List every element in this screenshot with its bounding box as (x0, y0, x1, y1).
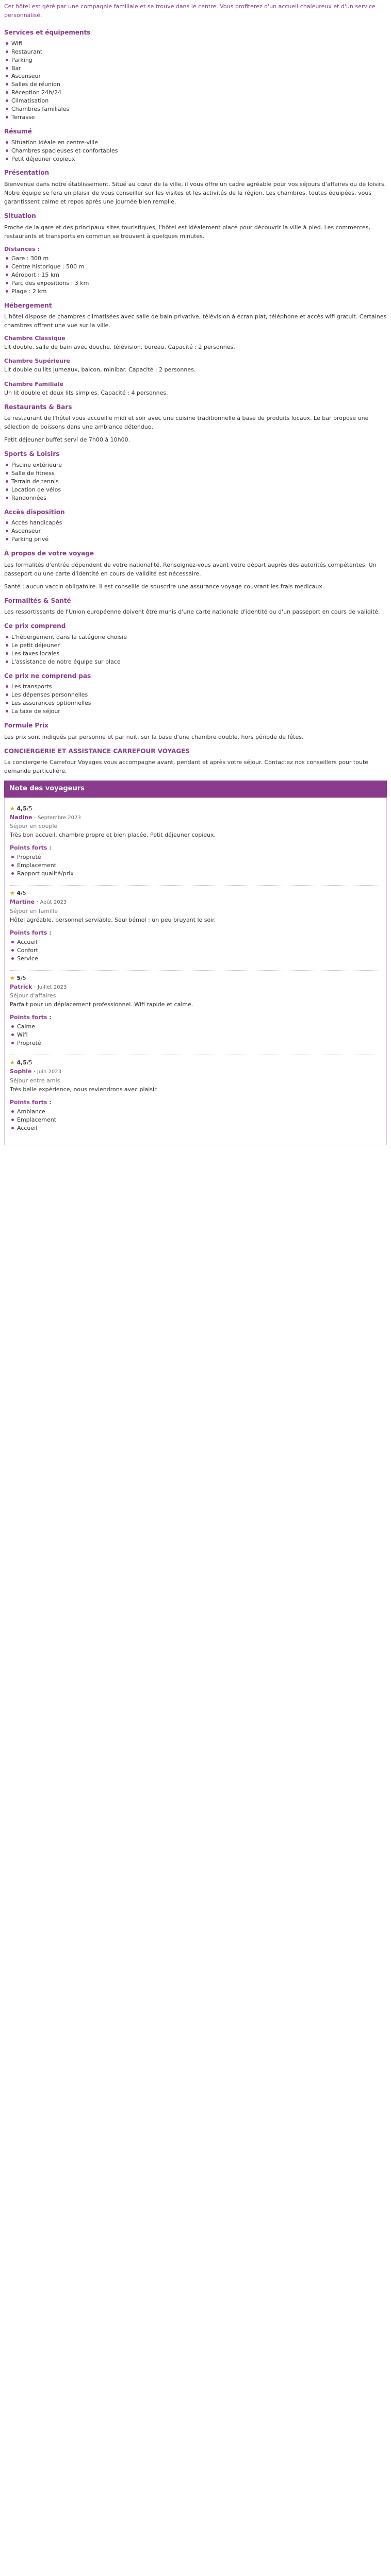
review-criteria-label: Points forts : (10, 929, 52, 936)
resume-list (4, 139, 387, 163)
review-criteria-list (10, 938, 381, 963)
services-item: Parking (4, 56, 387, 64)
review-criteria-list (10, 1108, 381, 1132)
room-desc: Lit double, salle de bain avec douche, télévision, bureau. Capacité : 2 personnes. (4, 344, 235, 351)
hebergement-text: L'hôtel dispose de chambres climatisées avec salle de bain privative, télévision à écran plat, téléphone et accès wifi gratuit. Certaines chambres offrent une vue sur la ville. (4, 313, 387, 329)
sports-item: Terrain de tennis (4, 478, 387, 486)
situation-title: Situation (4, 212, 36, 220)
review-criteria-item: Accueil (10, 938, 381, 946)
restauration-title: Restaurants & Bars (4, 403, 72, 411)
review-score: 4 (17, 890, 21, 897)
prix-comprend-item: L'hébergement dans la catégorie choisie (4, 633, 387, 641)
distance-item: Plage : 2 km (4, 287, 387, 296)
review-criteria-item: Ambiance (10, 1108, 381, 1116)
review-criteria-item: Emplacement (10, 1116, 381, 1124)
room-name: Chambre Familiale (4, 380, 64, 387)
prix-comprend-item: Les taxes locales (4, 650, 387, 658)
review-date: Juillet 2023 (37, 984, 67, 990)
intro-text: Cet hôtel est géré par une compagnie familiale et se trouve dans le centre. Vous profiterez d'un accueil chaleureux et d'un service personnalisé. (4, 3, 376, 19)
apropos-text-2: Santé : aucun vaccin obligatoire. Il est conseillé de souscrire une assurance voyage couvrant les frais médicaux. (4, 583, 324, 590)
sports-list (4, 461, 387, 502)
sports-item: Salle de fitness (4, 469, 387, 478)
presentation-section (0, 168, 391, 206)
apropos-title: À propos de votre voyage (4, 550, 94, 557)
review-item: ★ 4,5/5 Nadine · Septembre 2023 Séjour en couple Très bon accueil, chambre propre et bien placée. Petit déjeuner copieux. Points forts : Propreté Emplacement Rapport qualité/prix (10, 801, 381, 886)
services-item: Wifi (4, 40, 387, 48)
star-icon: ★ (10, 1059, 15, 1066)
prix-comprend-item: L'assistance de notre équipe sur place (4, 658, 387, 666)
acces-item: Parking privé (4, 535, 387, 544)
services-item: Bar (4, 64, 387, 73)
distance-item: Aéroport : 15 km (4, 271, 387, 279)
room-name: Chambre Supérieure (4, 358, 70, 365)
situation-text: Proche de la gare et des principaux sites touristiques, l'hôtel est idéalement placé pour découvrir la ville à pied. Les commerces, restaurants et transports en commun se trouvent à quelques minutes. (4, 224, 370, 240)
conciergerie-section (0, 747, 391, 776)
formule-prix-section (0, 721, 391, 741)
notes-title: Note des voyageurs (4, 781, 387, 797)
prix-comprend-section (0, 621, 391, 666)
distance-item: Centre historique : 500 m (4, 263, 387, 271)
review-text: Hôtel agréable, personnel serviable. Seul bémol : un peu bruyant le soir. (10, 916, 216, 923)
acces-section (0, 507, 391, 544)
review-author: Nadine (10, 814, 32, 821)
room-block (4, 357, 387, 374)
room-desc: Un lit double et deux lits simples. Capacité : 4 personnes. (4, 389, 168, 396)
sports-title: Sports & Loisirs (4, 450, 60, 458)
formalites-title: Formalités & Santé (4, 597, 71, 604)
apropos-text: Les formalités d'entrée dépendent de votre nationalité. Renseignez-vous avant votre départ auprès des autorités compétentes. Un passeport ou une carte d'identité en cours de validité est nécessaire. (4, 561, 377, 577)
hebergement-title: Hébergement (4, 301, 52, 309)
acces-list (4, 519, 387, 544)
services-item: Réception 24h/24 (4, 89, 387, 97)
prix-ne-comprend-section (0, 671, 391, 716)
review-score: 4,5 (17, 805, 27, 812)
resume-item: Situation idéale en centre-ville (4, 139, 387, 147)
review-author: Patrick (10, 983, 32, 990)
review-item: ★ 4,5/5 Sophie · Juin 2023 Séjour entre amis Très belle expérience, nous reviendrons avec plaisir. Points forts : Ambiance Emplacement Accueil (10, 1055, 381, 1140)
formule-prix-text: Les prix sont indiqués par personne et par nuit, sur la base d'une chambre double, hors période de fêtes. (4, 733, 304, 740)
distances-label: Distances : (4, 245, 40, 252)
prix-comprend-title: Ce prix comprend (4, 622, 66, 630)
review-item: ★ 4/5 Martine · Août 2023 Séjour en famille Hôtel agréable, personnel serviable. Seul bémol : un peu bruyant le soir. Points forts : Accueil Confort Service (10, 886, 381, 971)
review-text: Parfait pour un déplacement professionnel. Wifi rapide et calme. (10, 1001, 193, 1008)
review-criteria-item: Wifi (10, 1031, 381, 1039)
prix-ne-comprend-item: Les dépenses personnelles (4, 691, 387, 699)
review-date: Septembre 2023 (38, 815, 81, 821)
acces-title: Accès disposition (4, 508, 65, 516)
services-item: Salles de réunion (4, 80, 387, 89)
review-criteria-item: Propreté (10, 853, 381, 861)
presentation-text: Bienvenue dans notre établissement. Situé au cœur de la ville, il vous offre un cadre agréable pour vos séjours d'affaires ou de loisirs. Notre équipe se fera un plaisir de vous conseiller sur les visites et les activités de la région. Les chambres, toutes équipées, vous garantissent calme et repos après une journée bien remplie. (4, 181, 386, 206)
presentation-title: Présentation (4, 169, 50, 177)
services-title: Services et équipements (4, 29, 91, 37)
distance-item: Parc des expositions : 3 km (4, 279, 387, 287)
star-icon: ★ (10, 890, 15, 897)
review-criteria-item: Accueil (10, 1124, 381, 1132)
review-kind: Séjour d'affaires (10, 992, 56, 999)
review-criteria-list (10, 853, 381, 878)
review-text: Très bon accueil, chambre propre et bien placée. Petit déjeuner copieux. (10, 832, 216, 839)
situation-section (0, 211, 391, 295)
hebergement-section (0, 301, 391, 397)
restauration-section (0, 402, 391, 445)
prix-ne-comprend-item: Les assurances optionnelles (4, 699, 387, 707)
review-criteria-label: Points forts : (10, 844, 52, 852)
review-score: 5 (17, 974, 21, 981)
review-score: 4,5 (17, 1059, 27, 1066)
formule-prix-title: Formule Prix (4, 722, 48, 730)
room-block (4, 334, 387, 351)
review-criteria-item: Emplacement (10, 861, 381, 870)
review-date: Août 2023 (40, 900, 67, 906)
services-item: Ascenseur (4, 72, 387, 80)
services-item: Climatisation (4, 97, 387, 105)
review-criteria-list (10, 1023, 381, 1047)
restauration-text: Le restaurant de l'hôtel vous accueille midi et soir avec une cuisine traditionnelle à base de produits locaux. Le bar propose une sélection de boissons dans une ambiance détendue. (4, 415, 369, 431)
acces-item: Accès handicapés (4, 519, 387, 527)
review-criteria-item: Rapport qualité/prix (10, 870, 381, 878)
review-criteria-label: Points forts : (10, 1098, 52, 1106)
prix-ne-comprend-title: Ce prix ne comprend pas (4, 672, 91, 680)
star-icon: ★ (10, 805, 15, 812)
review-date: Juin 2023 (37, 1069, 61, 1075)
review-kind: Séjour en famille (10, 907, 58, 914)
formalites-text: Les ressortissants de l'Union européenne doivent être munis d'une carte nationale d'identité ou d'un passeport en cours de validité. (4, 608, 380, 616)
apropos-section (0, 549, 391, 591)
conciergerie-title: CONCIERGERIE ET ASSISTANCE CARREFOUR VOYAGES (4, 747, 190, 755)
review-kind: Séjour entre amis (10, 1077, 60, 1084)
services-item: Restaurant (4, 48, 387, 56)
review-criteria-item: Calme (10, 1023, 381, 1031)
review-text: Très belle expérience, nous reviendrons avec plaisir. (10, 1086, 158, 1093)
breakfast-text: Petit déjeuner buffet servi de 7h00 à 10h00. (4, 436, 131, 444)
resume-title: Résumé (4, 128, 32, 135)
sports-section (0, 449, 391, 502)
review-author: Sophie (10, 1068, 32, 1075)
services-list (4, 40, 387, 122)
prix-ne-comprend-item: Les transports (4, 683, 387, 691)
sports-item: Location de vélos (4, 486, 387, 494)
room-desc: Lit double ou lits jumeaux, balcon, minibar. Capacité : 2 personnes. (4, 366, 196, 374)
review-item: ★ 5/5 Patrick · Juillet 2023 Séjour d'affaires Parfait pour un déplacement professionnel. Wifi rapide et calme. Points forts : Calme Wifi Propreté (10, 971, 381, 1056)
review-kind: Séjour en couple (10, 823, 58, 830)
prix-ne-comprend-item: La taxe de séjour (4, 707, 387, 716)
acces-item: Ascenseur (4, 527, 387, 535)
page (0, 0, 391, 1145)
sports-item: Randonnées (4, 494, 387, 502)
resume-section (0, 127, 391, 163)
distances-list (4, 255, 387, 296)
prix-ne-comprend-list (4, 683, 387, 716)
resume-item: Petit déjeuner copieux (4, 155, 387, 163)
prix-comprend-list (4, 633, 387, 666)
review-criteria-item: Propreté (10, 1039, 381, 1047)
formalites-section (0, 596, 391, 617)
conciergerie-text: La conciergerie Carrefour Voyages vous accompagne avant, pendant et après votre séjour. Contactez nos conseillers pour toute demande particulière. (4, 759, 369, 775)
review-criteria-label: Points forts : (10, 1014, 52, 1021)
review-criteria-item: Service (10, 955, 381, 963)
resume-item: Chambres spacieuses et confortables (4, 147, 387, 155)
services-section (0, 28, 391, 122)
services-item: Terrasse (4, 113, 387, 122)
notes-body (4, 798, 387, 1145)
services-item: Chambres familiales (4, 105, 387, 113)
prix-comprend-item: Le petit déjeuner (4, 641, 387, 650)
room-block (4, 380, 387, 397)
notes-section (0, 781, 391, 1145)
room-name: Chambre Classique (4, 335, 66, 342)
distance-item: Gare : 300 m (4, 255, 387, 263)
sports-item: Piscine extérieure (4, 461, 387, 469)
star-icon: ★ (10, 974, 15, 981)
review-criteria-item: Confort (10, 946, 381, 955)
review-author: Martine (10, 899, 35, 906)
